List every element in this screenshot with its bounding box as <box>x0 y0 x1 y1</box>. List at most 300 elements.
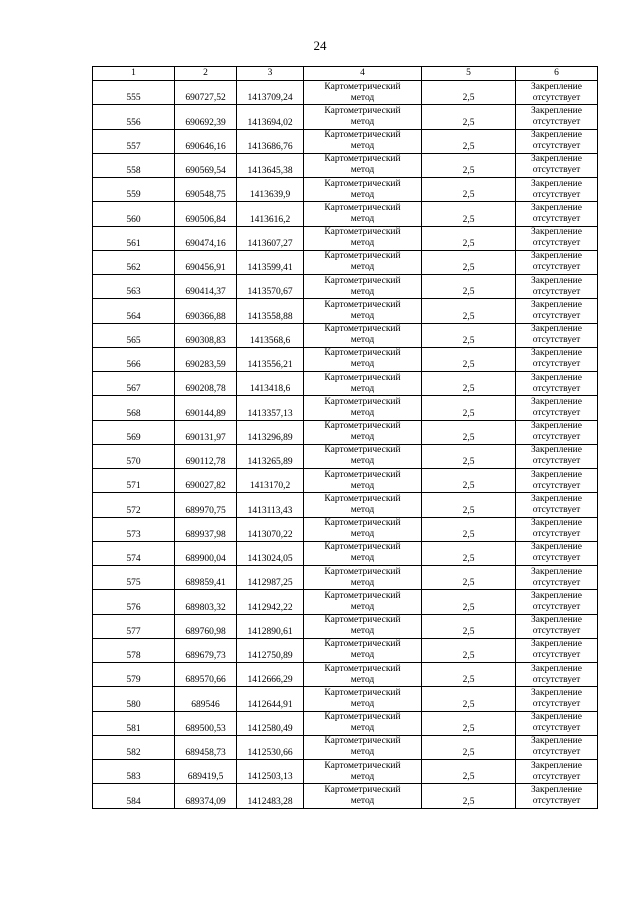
fixing-line-1: Закрепление <box>531 154 582 165</box>
method-line-1: Картометрический <box>324 784 401 795</box>
x-coordinate-cell: 689760,98 <box>175 614 237 638</box>
table-row <box>93 226 598 250</box>
fixing-cell <box>516 444 598 468</box>
y-coordinate-cell: 1413607,27 <box>237 226 304 250</box>
fixing-line-2: отсутствует <box>532 698 581 709</box>
y-coordinate-cell: 1413070,22 <box>237 517 304 541</box>
fixing-cell <box>516 493 598 517</box>
accuracy-cell: 2,5 <box>422 590 516 614</box>
fixing-cell <box>516 638 598 662</box>
fixing-line-2: отсутствует <box>532 577 581 588</box>
point-number-cell: 576 <box>93 590 175 614</box>
method-line-1: Картометрический <box>324 372 401 383</box>
fixing-line-2: отсутствует <box>532 286 581 297</box>
fixing-line-2: отсутствует <box>532 747 581 758</box>
method-line-2: метод <box>350 504 375 515</box>
method-line-1: Картометрический <box>324 154 401 165</box>
fixing-cell <box>516 687 598 711</box>
accuracy-cell: 2,5 <box>422 420 516 444</box>
fixing-cell <box>516 153 598 177</box>
y-coordinate-cell: 1413645,38 <box>237 153 304 177</box>
method-line-2: метод <box>350 456 375 467</box>
table-row <box>93 323 598 347</box>
method-line-1: Картометрический <box>324 712 401 723</box>
fixing-cell <box>516 372 598 396</box>
table-row <box>93 178 598 202</box>
point-number-cell: 583 <box>93 760 175 784</box>
point-number-cell: 568 <box>93 396 175 420</box>
point-number-cell: 556 <box>93 105 175 129</box>
x-coordinate-cell: 690474,16 <box>175 226 237 250</box>
point-number-cell: 579 <box>93 663 175 687</box>
column-header: 6 <box>516 67 598 81</box>
method-line-1: Картометрический <box>324 518 401 529</box>
fixing-line-2: отсутствует <box>532 626 581 637</box>
fixing-line-2: отсутствует <box>532 601 581 612</box>
fixing-line-1: Закрепление <box>531 372 582 383</box>
accuracy-cell: 2,5 <box>422 493 516 517</box>
method-cell <box>304 784 422 808</box>
fixing-line-2: отсутствует <box>532 553 581 564</box>
method-cell <box>304 566 422 590</box>
fixing-cell <box>516 81 598 105</box>
point-number-cell: 577 <box>93 614 175 638</box>
accuracy-cell: 2,5 <box>422 663 516 687</box>
method-line-2: метод <box>350 189 375 200</box>
table-row <box>93 735 598 759</box>
point-number-cell: 569 <box>93 420 175 444</box>
method-line-1: Картометрический <box>324 736 401 747</box>
method-line-1: Картометрический <box>324 348 401 359</box>
method-cell <box>304 81 422 105</box>
table-row <box>93 687 598 711</box>
coordinates-table <box>92 66 598 809</box>
accuracy-cell: 2,5 <box>422 614 516 638</box>
x-coordinate-cell: 690727,52 <box>175 81 237 105</box>
fixing-cell <box>516 590 598 614</box>
fixing-line-2: отсутствует <box>532 650 581 661</box>
fixing-line-1: Закрепление <box>531 202 582 213</box>
x-coordinate-cell: 690283,59 <box>175 347 237 371</box>
method-cell <box>304 711 422 735</box>
method-line-2: метод <box>350 577 375 588</box>
y-coordinate-cell: 1413558,88 <box>237 299 304 323</box>
method-line-2: метод <box>350 383 375 394</box>
point-number-cell: 565 <box>93 323 175 347</box>
x-coordinate-cell: 689374,09 <box>175 784 237 808</box>
fixing-line-2: отсутствует <box>532 165 581 176</box>
point-number-cell: 581 <box>93 711 175 735</box>
fixing-cell <box>516 663 598 687</box>
y-coordinate-cell: 1412530,66 <box>237 735 304 759</box>
y-coordinate-cell: 1413357,13 <box>237 396 304 420</box>
table-row <box>93 566 598 590</box>
x-coordinate-cell: 690646,16 <box>175 129 237 153</box>
method-line-2: метод <box>350 601 375 612</box>
x-coordinate-cell: 689419,5 <box>175 760 237 784</box>
fixing-line-2: отсутствует <box>532 310 581 321</box>
table-row <box>93 614 598 638</box>
accuracy-cell: 2,5 <box>422 153 516 177</box>
fixing-cell <box>516 226 598 250</box>
y-coordinate-cell: 1413418,6 <box>237 372 304 396</box>
y-coordinate-cell: 1413709,24 <box>237 81 304 105</box>
method-line-1: Картометрический <box>324 324 401 335</box>
y-coordinate-cell: 1413616,2 <box>237 202 304 226</box>
fixing-cell <box>516 735 598 759</box>
table-row <box>93 784 598 808</box>
fixing-cell <box>516 299 598 323</box>
method-cell <box>304 372 422 396</box>
fixing-cell <box>516 323 598 347</box>
y-coordinate-cell: 1413113,43 <box>237 493 304 517</box>
point-number-cell: 566 <box>93 347 175 371</box>
fixing-line-1: Закрепление <box>531 275 582 286</box>
method-line-1: Картометрический <box>324 469 401 480</box>
point-number-cell: 580 <box>93 687 175 711</box>
fixing-cell <box>516 275 598 299</box>
accuracy-cell: 2,5 <box>422 275 516 299</box>
table-row <box>93 469 598 493</box>
method-cell <box>304 178 422 202</box>
table-row <box>93 153 598 177</box>
accuracy-cell: 2,5 <box>422 81 516 105</box>
fixing-line-2: отсутствует <box>532 383 581 394</box>
accuracy-cell: 2,5 <box>422 517 516 541</box>
table-body <box>93 81 598 809</box>
method-line-1: Картометрический <box>324 663 401 674</box>
method-line-2: метод <box>350 262 375 273</box>
point-number-cell: 563 <box>93 275 175 299</box>
method-line-1: Картометрический <box>324 760 401 771</box>
fixing-line-1: Закрепление <box>531 251 582 262</box>
fixing-line-2: отсутствует <box>532 674 581 685</box>
fixing-cell <box>516 347 598 371</box>
method-line-1: Картометрический <box>324 299 401 310</box>
fixing-line-1: Закрепление <box>531 493 582 504</box>
method-line-2: метод <box>350 771 375 782</box>
method-line-1: Картометрический <box>324 251 401 262</box>
fixing-line-2: отсутствует <box>532 480 581 491</box>
y-coordinate-cell: 1412503,13 <box>237 760 304 784</box>
method-cell <box>304 153 422 177</box>
x-coordinate-cell: 690027,82 <box>175 469 237 493</box>
method-line-2: метод <box>350 747 375 758</box>
fixing-line-2: отсутствует <box>532 359 581 370</box>
fixing-line-1: Закрепление <box>531 542 582 553</box>
table-row <box>93 129 598 153</box>
point-number-cell: 578 <box>93 638 175 662</box>
method-cell <box>304 638 422 662</box>
accuracy-cell: 2,5 <box>422 347 516 371</box>
fixing-cell <box>516 105 598 129</box>
x-coordinate-cell: 690131,97 <box>175 420 237 444</box>
x-coordinate-cell: 689970,75 <box>175 493 237 517</box>
accuracy-cell: 2,5 <box>422 711 516 735</box>
fixing-line-1: Закрепление <box>531 590 582 601</box>
x-coordinate-cell: 690366,88 <box>175 299 237 323</box>
table-row <box>93 638 598 662</box>
fixing-line-2: отсутствует <box>532 92 581 103</box>
method-line-2: метод <box>350 213 375 224</box>
x-coordinate-cell: 689859,41 <box>175 566 237 590</box>
table-row <box>93 105 598 129</box>
accuracy-cell: 2,5 <box>422 541 516 565</box>
fixing-cell <box>516 614 598 638</box>
method-line-1: Картометрический <box>324 396 401 407</box>
method-cell <box>304 202 422 226</box>
table-row <box>93 541 598 565</box>
method-cell <box>304 687 422 711</box>
accuracy-cell: 2,5 <box>422 396 516 420</box>
method-line-2: метод <box>350 407 375 418</box>
fixing-cell <box>516 469 598 493</box>
method-line-2: метод <box>350 553 375 564</box>
method-line-1: Картометрический <box>324 81 401 92</box>
point-number-cell: 570 <box>93 444 175 468</box>
fixing-cell <box>516 517 598 541</box>
table-row <box>93 420 598 444</box>
method-line-1: Картометрический <box>324 566 401 577</box>
method-cell <box>304 250 422 274</box>
y-coordinate-cell: 1413024,05 <box>237 541 304 565</box>
point-number-cell: 561 <box>93 226 175 250</box>
fixing-cell <box>516 784 598 808</box>
accuracy-cell: 2,5 <box>422 735 516 759</box>
method-line-1: Картометрический <box>324 227 401 238</box>
method-cell <box>304 444 422 468</box>
point-number-cell: 555 <box>93 81 175 105</box>
x-coordinate-cell: 690692,39 <box>175 105 237 129</box>
x-coordinate-cell: 689679,73 <box>175 638 237 662</box>
accuracy-cell: 2,5 <box>422 566 516 590</box>
fixing-line-1: Закрепление <box>531 299 582 310</box>
method-line-2: метод <box>350 698 375 709</box>
fixing-line-1: Закрепление <box>531 348 582 359</box>
method-line-2: метод <box>350 238 375 249</box>
method-cell <box>304 396 422 420</box>
method-line-2: метод <box>350 723 375 734</box>
method-cell <box>304 493 422 517</box>
column-header: 4 <box>304 67 422 81</box>
point-number-cell: 571 <box>93 469 175 493</box>
fixing-line-1: Закрепление <box>531 396 582 407</box>
fixing-cell <box>516 202 598 226</box>
fixing-line-1: Закрепление <box>531 105 582 116</box>
y-coordinate-cell: 1413639,9 <box>237 178 304 202</box>
y-coordinate-cell: 1412890,61 <box>237 614 304 638</box>
fixing-line-1: Закрепление <box>531 566 582 577</box>
x-coordinate-cell: 689546 <box>175 687 237 711</box>
point-number-cell: 559 <box>93 178 175 202</box>
method-cell <box>304 226 422 250</box>
accuracy-cell: 2,5 <box>422 323 516 347</box>
fixing-line-2: отсутствует <box>532 213 581 224</box>
method-line-2: метод <box>350 310 375 321</box>
table-row <box>93 760 598 784</box>
accuracy-cell: 2,5 <box>422 784 516 808</box>
table-row <box>93 299 598 323</box>
fixing-line-2: отсутствует <box>532 335 581 346</box>
fixing-line-2: отсутствует <box>532 771 581 782</box>
accuracy-cell: 2,5 <box>422 129 516 153</box>
point-number-cell: 560 <box>93 202 175 226</box>
fixing-line-1: Закрепление <box>531 518 582 529</box>
method-line-2: метод <box>350 165 375 176</box>
x-coordinate-cell: 690208,78 <box>175 372 237 396</box>
method-line-1: Картометрический <box>324 590 401 601</box>
method-cell <box>304 541 422 565</box>
accuracy-cell: 2,5 <box>422 178 516 202</box>
method-line-2: метод <box>350 480 375 491</box>
method-line-1: Картометрический <box>324 639 401 650</box>
x-coordinate-cell: 689900,04 <box>175 541 237 565</box>
y-coordinate-cell: 1413296,89 <box>237 420 304 444</box>
column-header: 1 <box>93 67 175 81</box>
table-row <box>93 493 598 517</box>
fixing-line-2: отсутствует <box>532 529 581 540</box>
method-cell <box>304 517 422 541</box>
y-coordinate-cell: 1412942,22 <box>237 590 304 614</box>
table-row <box>93 396 598 420</box>
fixing-line-1: Закрепление <box>531 712 582 723</box>
method-line-2: метод <box>350 335 375 346</box>
method-line-1: Картометрический <box>324 445 401 456</box>
method-line-1: Картометрический <box>324 130 401 141</box>
fixing-line-2: отсутствует <box>532 795 581 806</box>
fixing-line-1: Закрепление <box>531 784 582 795</box>
fixing-line-2: отсутствует <box>532 432 581 443</box>
method-line-1: Картометрический <box>324 105 401 116</box>
y-coordinate-cell: 1412483,28 <box>237 784 304 808</box>
fixing-line-1: Закрепление <box>531 469 582 480</box>
y-coordinate-cell: 1413570,67 <box>237 275 304 299</box>
x-coordinate-cell: 690112,78 <box>175 444 237 468</box>
fixing-line-1: Закрепление <box>531 760 582 771</box>
method-line-2: метод <box>350 286 375 297</box>
fixing-cell <box>516 420 598 444</box>
fixing-line-2: отсутствует <box>532 407 581 418</box>
y-coordinate-cell: 1412987,25 <box>237 566 304 590</box>
method-line-1: Картометрический <box>324 202 401 213</box>
accuracy-cell: 2,5 <box>422 444 516 468</box>
method-cell <box>304 614 422 638</box>
fixing-cell <box>516 541 598 565</box>
fixing-cell <box>516 396 598 420</box>
x-coordinate-cell: 690569,54 <box>175 153 237 177</box>
column-header: 2 <box>175 67 237 81</box>
fixing-line-2: отсутствует <box>532 116 581 127</box>
point-number-cell: 582 <box>93 735 175 759</box>
method-cell <box>304 275 422 299</box>
column-header: 3 <box>237 67 304 81</box>
table-row <box>93 81 598 105</box>
table-header-row <box>93 67 598 81</box>
point-number-cell: 573 <box>93 517 175 541</box>
point-number-cell: 564 <box>93 299 175 323</box>
point-number-cell: 584 <box>93 784 175 808</box>
method-cell <box>304 760 422 784</box>
y-coordinate-cell: 1413265,89 <box>237 444 304 468</box>
fixing-line-1: Закрепление <box>531 421 582 432</box>
y-coordinate-cell: 1413694,02 <box>237 105 304 129</box>
fixing-cell <box>516 566 598 590</box>
table-row <box>93 250 598 274</box>
fixing-line-1: Закрепление <box>531 687 582 698</box>
fixing-cell <box>516 129 598 153</box>
table-row <box>93 517 598 541</box>
x-coordinate-cell: 689500,53 <box>175 711 237 735</box>
method-line-2: метод <box>350 432 375 443</box>
fixing-line-2: отсутствует <box>532 504 581 515</box>
fixing-line-1: Закрепление <box>531 130 582 141</box>
method-line-2: метод <box>350 359 375 370</box>
method-cell <box>304 663 422 687</box>
x-coordinate-cell: 689937,98 <box>175 517 237 541</box>
y-coordinate-cell: 1412644,91 <box>237 687 304 711</box>
fixing-line-2: отсутствует <box>532 723 581 734</box>
point-number-cell: 572 <box>93 493 175 517</box>
table-row <box>93 202 598 226</box>
x-coordinate-cell: 690548,75 <box>175 178 237 202</box>
fixing-line-1: Закрепление <box>531 178 582 189</box>
y-coordinate-cell: 1413170,2 <box>237 469 304 493</box>
method-cell <box>304 299 422 323</box>
fixing-line-2: отсутствует <box>532 189 581 200</box>
fixing-cell <box>516 711 598 735</box>
fixing-line-1: Закрепление <box>531 639 582 650</box>
accuracy-cell: 2,5 <box>422 638 516 662</box>
method-line-2: метод <box>350 116 375 127</box>
page-number: 24 <box>313 38 327 53</box>
x-coordinate-cell: 689570,66 <box>175 663 237 687</box>
table-row <box>93 275 598 299</box>
method-cell <box>304 347 422 371</box>
accuracy-cell: 2,5 <box>422 250 516 274</box>
y-coordinate-cell: 1413568,6 <box>237 323 304 347</box>
method-line-2: метод <box>350 92 375 103</box>
fixing-cell <box>516 250 598 274</box>
method-cell <box>304 735 422 759</box>
method-line-1: Картометрический <box>324 178 401 189</box>
fixing-line-1: Закрепление <box>531 227 582 238</box>
method-cell <box>304 129 422 153</box>
fixing-line-1: Закрепление <box>531 736 582 747</box>
y-coordinate-cell: 1412580,49 <box>237 711 304 735</box>
x-coordinate-cell: 690506,84 <box>175 202 237 226</box>
fixing-cell <box>516 178 598 202</box>
x-coordinate-cell: 689458,73 <box>175 735 237 759</box>
accuracy-cell: 2,5 <box>422 687 516 711</box>
y-coordinate-cell: 1412750,89 <box>237 638 304 662</box>
method-line-2: метод <box>350 650 375 661</box>
y-coordinate-cell: 1413599,41 <box>237 250 304 274</box>
x-coordinate-cell: 690414,37 <box>175 275 237 299</box>
method-line-2: метод <box>350 795 375 806</box>
accuracy-cell: 2,5 <box>422 226 516 250</box>
point-number-cell: 575 <box>93 566 175 590</box>
method-cell <box>304 420 422 444</box>
fixing-line-2: отсутствует <box>532 238 581 249</box>
point-number-cell: 558 <box>93 153 175 177</box>
fixing-line-1: Закрепление <box>531 81 582 92</box>
method-cell <box>304 469 422 493</box>
fixing-cell <box>516 760 598 784</box>
point-number-cell: 574 <box>93 541 175 565</box>
fixing-line-2: отсутствует <box>532 141 581 152</box>
method-line-2: метод <box>350 674 375 685</box>
method-line-1: Картометрический <box>324 493 401 504</box>
